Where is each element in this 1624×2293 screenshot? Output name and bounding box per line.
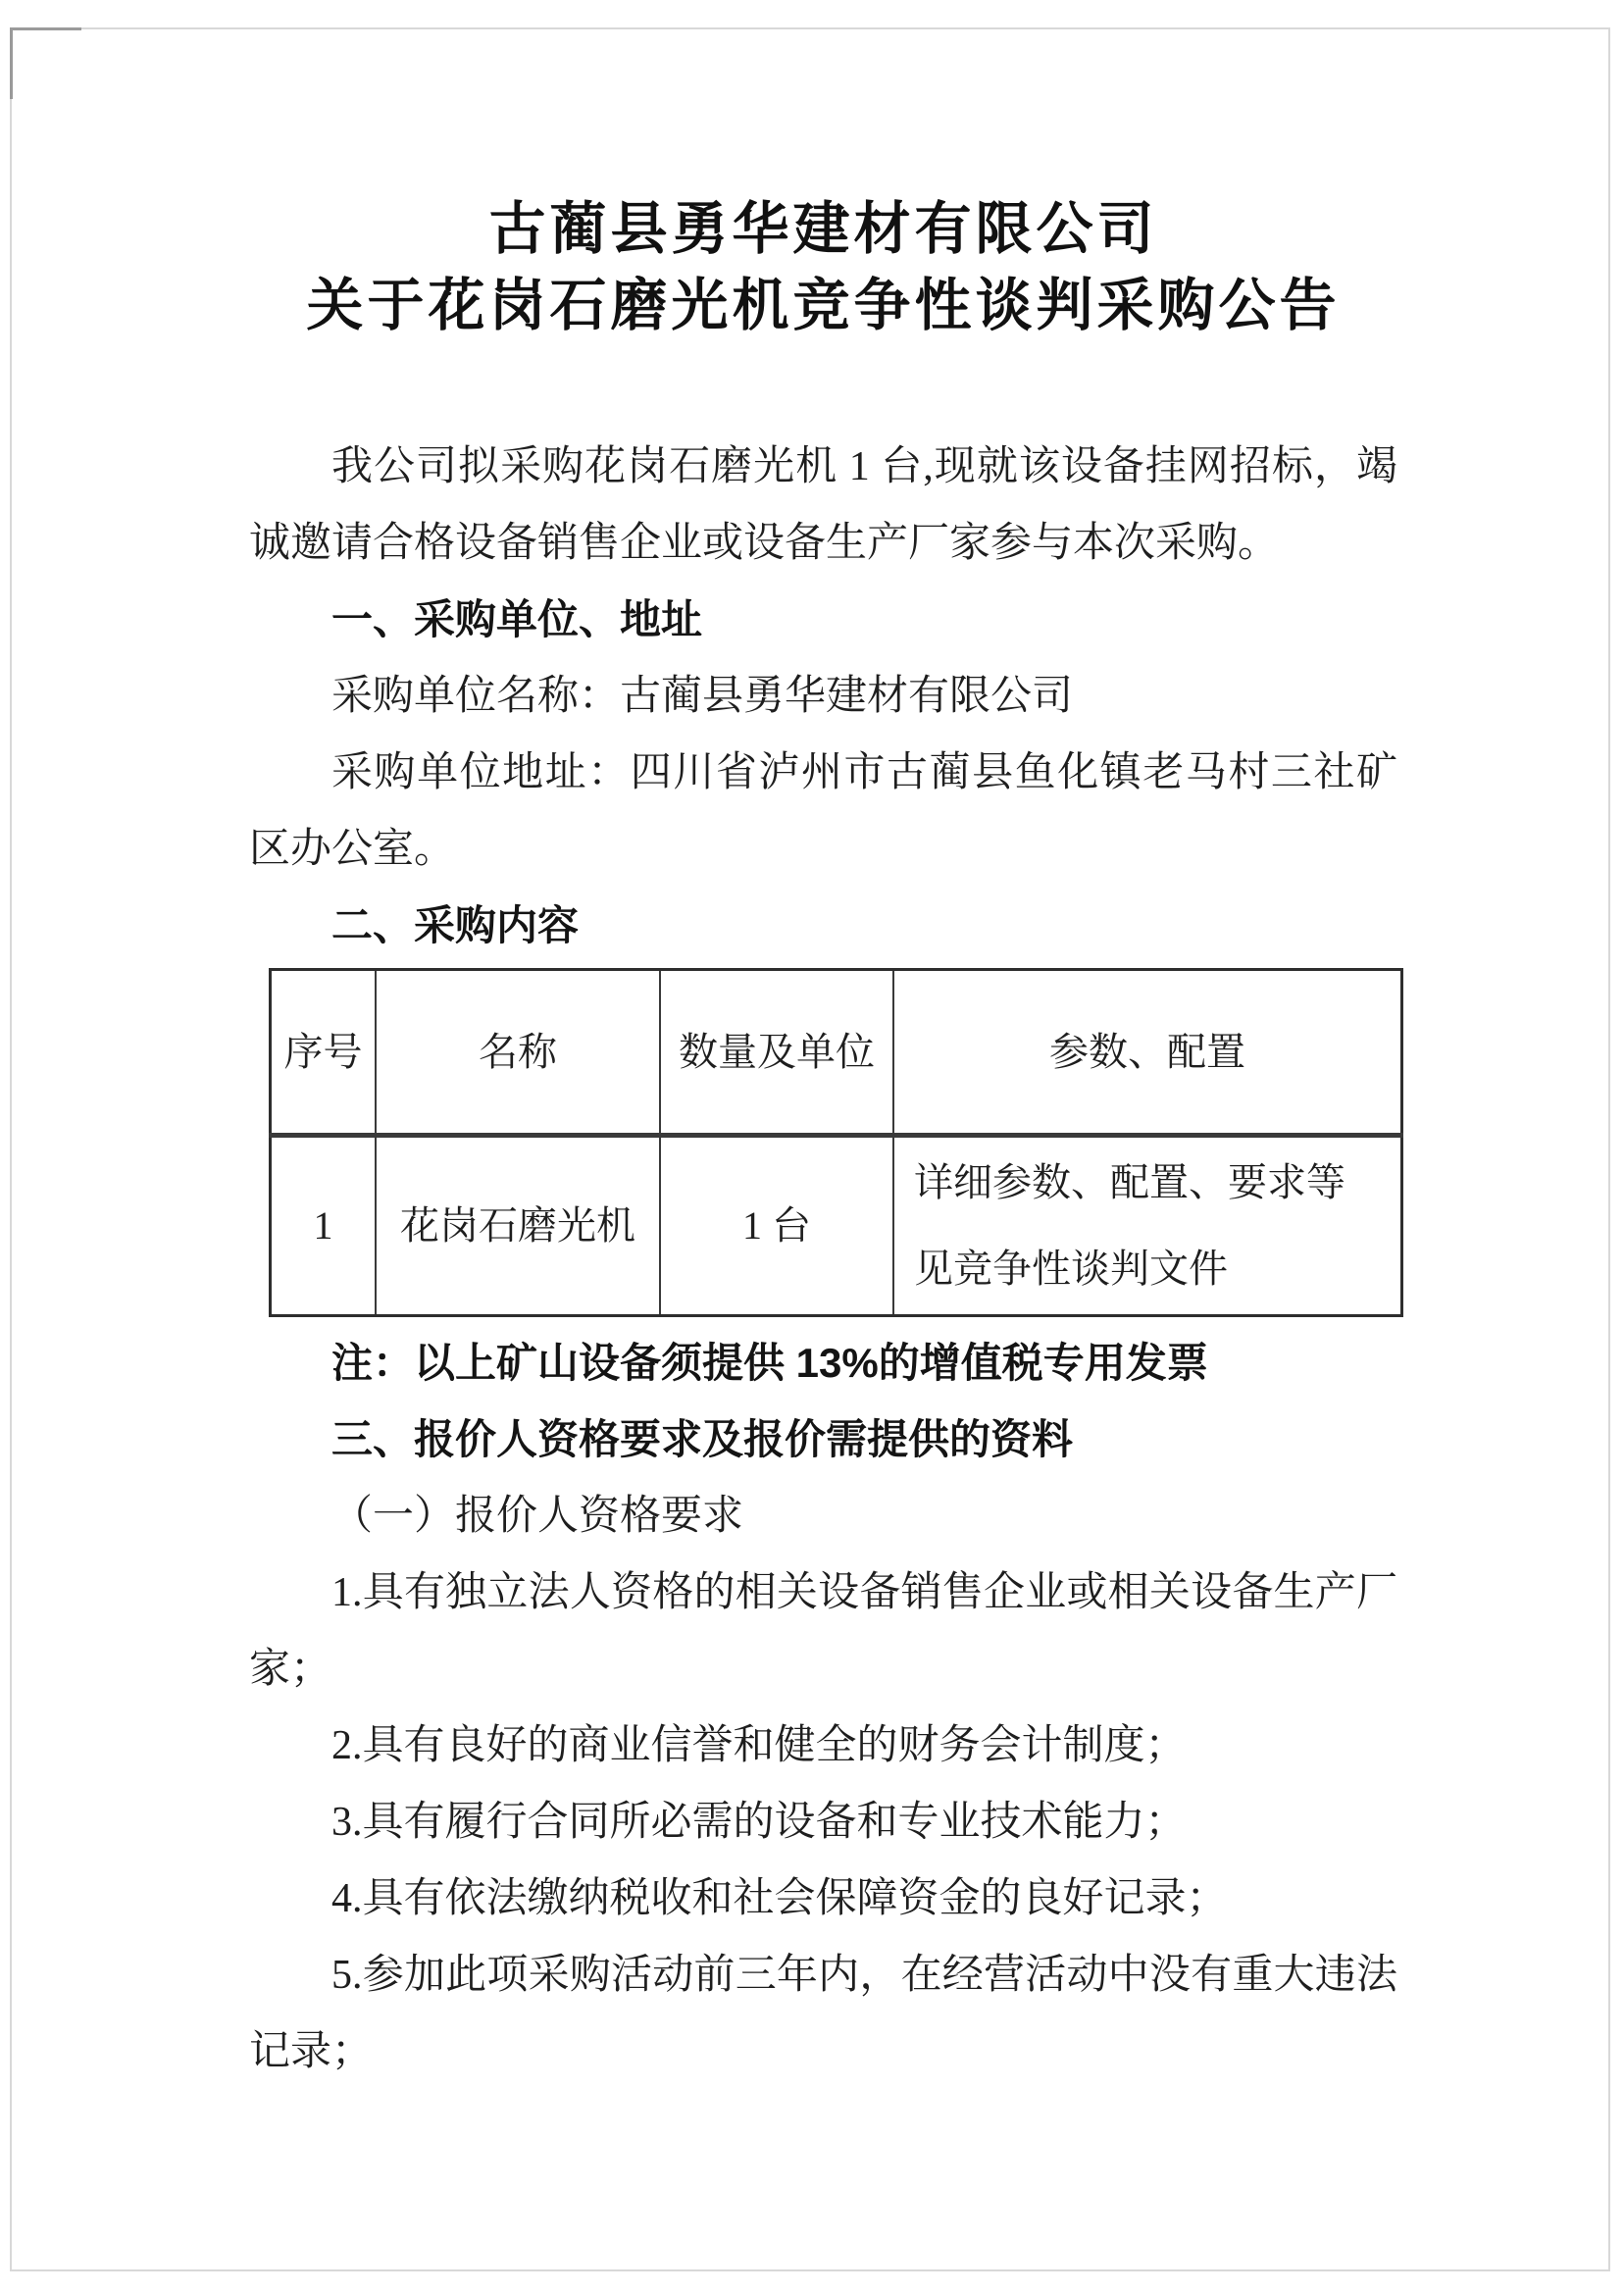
- scan-corner-mark: [10, 27, 81, 99]
- table-header-quantity: 数量及单位: [660, 970, 893, 1136]
- page-title-line-1: 古蔺县勇华建材有限公司: [488, 197, 1158, 261]
- tax-invoice-note: 注：以上矿山设备须提供 13%的增值税专用发票: [331, 1340, 1208, 1386]
- page-title-line-2: 关于花岗石磨光机竞争性谈判采购公告: [306, 274, 1341, 337]
- table-cell-name: 花岗石磨光机: [376, 1136, 660, 1316]
- table-header-params: 参数、配置: [893, 970, 1402, 1136]
- table-header-name: 名称: [376, 970, 660, 1136]
- purchase-unit-address-line: 采购单位地址：四川省泸州市古蔺县鱼化镇老马村三社矿区办公室。: [249, 750, 1397, 872]
- procurement-table: [269, 968, 1403, 1317]
- qualification-item-2: 2.具有良好的商业信誉和健全的财务会计制度；: [331, 1723, 1187, 1768]
- purchase-unit-name-line: 采购单位名称：古蔺县勇华建材有限公司: [331, 674, 1074, 719]
- qualification-item-5: 5.参加此项采购活动前三年内，在经营活动中没有重大违法记录；: [249, 1953, 1397, 2074]
- table-cell-params: 详细参数、配置、要求等见竞争性谈判文件: [893, 1136, 1402, 1316]
- table-header-row: [271, 970, 1402, 1136]
- qualification-item-4: 4.具有依法缴纳税收和社会保障资金的良好记录；: [331, 1876, 1228, 1921]
- section1-heading: 一、采购单位、地址: [331, 596, 703, 642]
- qualification-item-1: 1.具有独立法人资格的相关设备销售企业或相关设备生产厂家；: [249, 1570, 1397, 1692]
- table-header-serial: 序号: [271, 970, 377, 1136]
- announcement-document: [249, 191, 1397, 2090]
- intro-paragraph: 我公司拟采购花岗石磨光机 1 台,现就该设备挂网招标，竭诚邀请合格设备销售企业或设备生产厂家参与本次采购。: [249, 444, 1397, 566]
- table-cell-serial: 1: [271, 1136, 377, 1316]
- table-cell-quantity: 1 台: [660, 1136, 893, 1316]
- section3-heading: 三、报价人资格要求及报价需提供的资料: [331, 1416, 1074, 1462]
- qualification-subheading: （一）报价人资格要求: [331, 1494, 744, 1539]
- section2-heading: 二、采购内容: [331, 902, 580, 948]
- qualification-item-3: 3.具有履行合同所必需的设备和专业技术能力；: [331, 1800, 1187, 1845]
- table-row: [271, 1136, 1402, 1316]
